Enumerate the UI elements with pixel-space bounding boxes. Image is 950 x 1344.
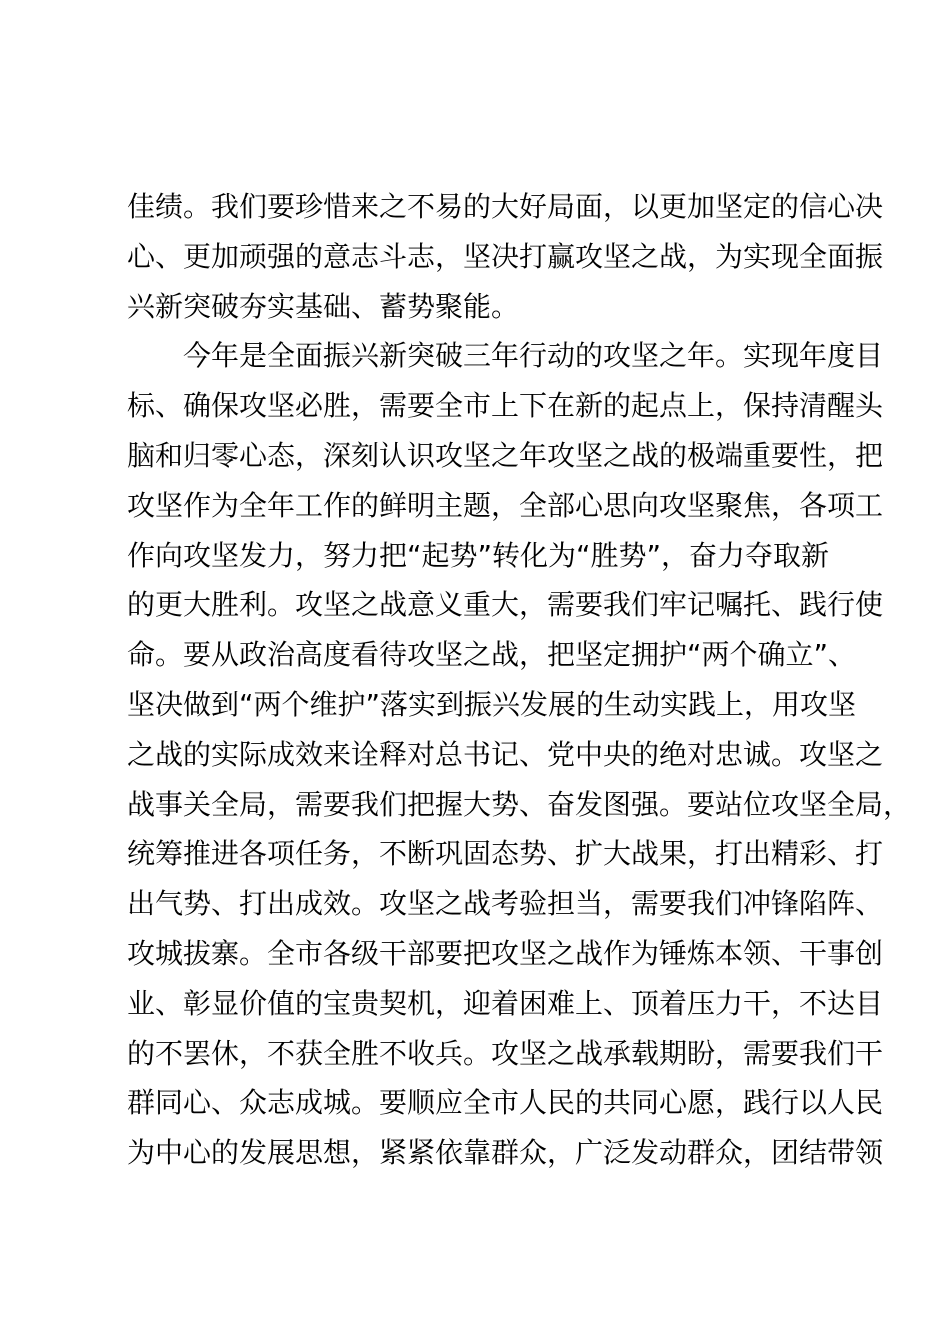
text-line: 攻坚作为全年工作的鲜明主题，全部心思向攻坚聚焦，各项工 [127, 488, 884, 522]
text-line: 佳绩。我们要珍惜来之不易的大好局面，以更加坚定的信心决 [127, 190, 884, 223]
text-line: 坚决做到“两个维护”落实到振兴发展的生动实践上，用攻坚 [127, 687, 857, 721]
text-line: 命。要从政治高度看待攻坚之战，把坚定拥护“两个确立”、 [127, 638, 857, 672]
text-line: 业、彰显价值的宝贵契机，迎着困难上、顶着压力干，不达目 [127, 986, 884, 1020]
paragraph-2 [127, 331, 912, 1178]
text-line: 之战的实际成效来诠释对总书记、党中央的绝对忠诚。攻坚之 [127, 737, 884, 771]
paragraph-1 [127, 182, 884, 331]
text-line: 脑和归零心态，深刻认识攻坚之年攻坚之战的极端重要性，把 [127, 438, 884, 472]
text-line: 的不罢休，不获全胜不收兵。攻坚之战承载期盼，需要我们干 [127, 1036, 884, 1070]
text-line: 心、更加顽强的意志斗志，坚决打赢攻坚之战，为实现全面振 [127, 239, 884, 273]
text-line: 攻城拔寨。全市各级干部要把攻坚之战作为锤炼本领、干事创 [127, 936, 884, 970]
text-line: 今年是全面振兴新突破三年行动的攻坚之年。实现年度目 [183, 339, 884, 373]
text-line: 出气势、打出成效。攻坚之战考验担当，需要我们冲锋陷阵、 [127, 887, 884, 921]
text-line: 为中心的发展思想，紧紧依靠群众，广泛发动群众，团结带领 [127, 1136, 884, 1170]
text-line: 的更大胜利。攻坚之战意义重大，需要我们牢记嘱托、践行使 [127, 588, 884, 622]
document-body [127, 182, 912, 1178]
text-line: 统筹推进各项任务，不断巩固态势、扩大战果，打出精彩、打 [127, 837, 884, 871]
text-line: 标、确保攻坚必胜，需要全市上下在新的起点上，保持清醒头 [127, 389, 884, 423]
text-line: 兴新突破夯实基础、蓄势聚能。 [127, 289, 520, 323]
text-line: 战事关全局，需要我们把握大势、奋发图强。要站位攻坚全局， [127, 787, 912, 821]
text-line: 群同心、众志成城。要顺应全市人民的共同心愿，践行以人民 [127, 1086, 884, 1120]
text-line: 作向攻坚发力，努力把“起势”转化为“胜势”，奋力夺取新 [127, 538, 830, 572]
